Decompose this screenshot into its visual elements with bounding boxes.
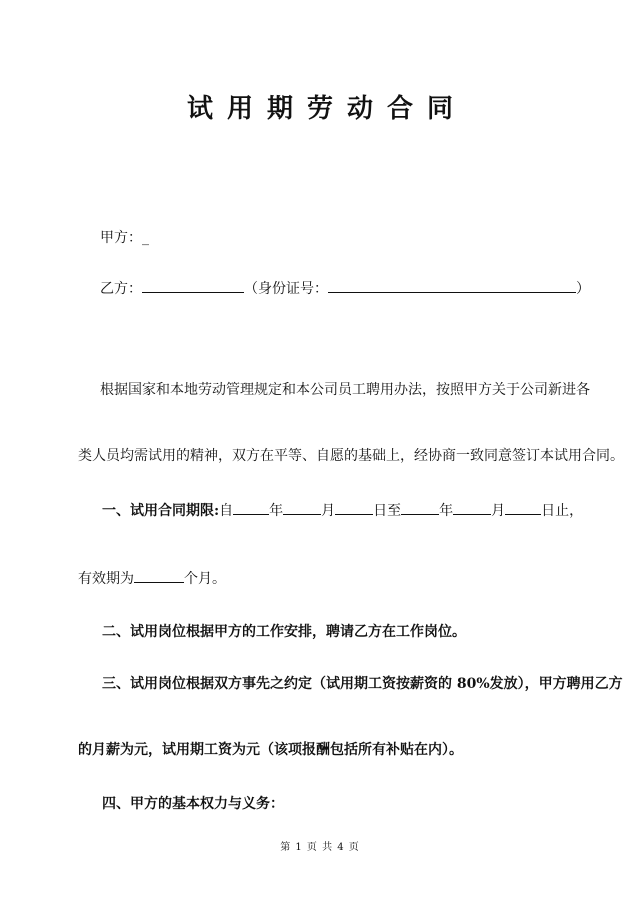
start-month-blank: [283, 500, 321, 515]
validity-months-blank: [134, 568, 184, 583]
party-a-label: 甲方：: [100, 230, 142, 246]
section3-line-2: 的月薪为元，试用期工资为元（该项报酬包括所有补贴在内）。: [78, 742, 463, 758]
start-day-to-label: 日至: [373, 503, 402, 519]
end-year-blank: [401, 500, 439, 515]
party-b-name-blank: [142, 278, 244, 293]
party-b-id-blank: [328, 278, 576, 293]
document-title: 试用期劳动合同: [186, 94, 467, 124]
page-footer: 第 1 页 共 4 页: [280, 842, 360, 853]
end-day-label: 日止，: [541, 503, 584, 519]
end-day-blank: [505, 500, 541, 515]
section3-line-1: 三、试用岗位根据双方事先之约定（试用期工资按薪资的 80%发放），甲方聘用乙方: [102, 676, 623, 692]
intro-line-2: 类人员均需试用的精神，双方在平等、自愿的基础上，经协商一致同意签订本试用合同。: [78, 448, 624, 464]
start-day-blank: [335, 500, 373, 515]
section2-text: 二、试用岗位根据甲方的工作安排，聘请乙方在工作岗位。: [102, 624, 466, 640]
intro-line-1: 根据国家和本地劳动管理规定和本公司员工聘用办法，按照甲方关于公司新进各: [100, 382, 590, 398]
term-from-label: 自: [219, 503, 234, 519]
start-month-label: 月: [321, 503, 336, 519]
section1-colon: :: [214, 503, 220, 519]
section1-validity-line: [78, 568, 226, 589]
start-year-label: 年: [269, 503, 284, 519]
party-b-id-close: ）: [576, 281, 590, 297]
validity-suffix: 个月。: [184, 571, 226, 587]
section1-term-line: [102, 500, 583, 521]
party-a-line: [100, 228, 149, 248]
party-b-label: 乙方：: [100, 281, 142, 297]
end-year-label: 年: [439, 503, 454, 519]
end-month-blank: [453, 500, 491, 515]
party-b-id-label: （身份证号：: [244, 281, 328, 297]
party-a-blank: _: [142, 230, 149, 246]
end-month-label: 月: [491, 503, 506, 519]
party-b-line: [100, 278, 590, 299]
validity-prefix: 有效期为: [78, 571, 134, 587]
start-year-blank: [233, 500, 269, 515]
section1-heading: 一、试用合同期限: [102, 503, 214, 519]
section4-heading: 四、甲方的基本权力与义务：: [102, 796, 284, 812]
